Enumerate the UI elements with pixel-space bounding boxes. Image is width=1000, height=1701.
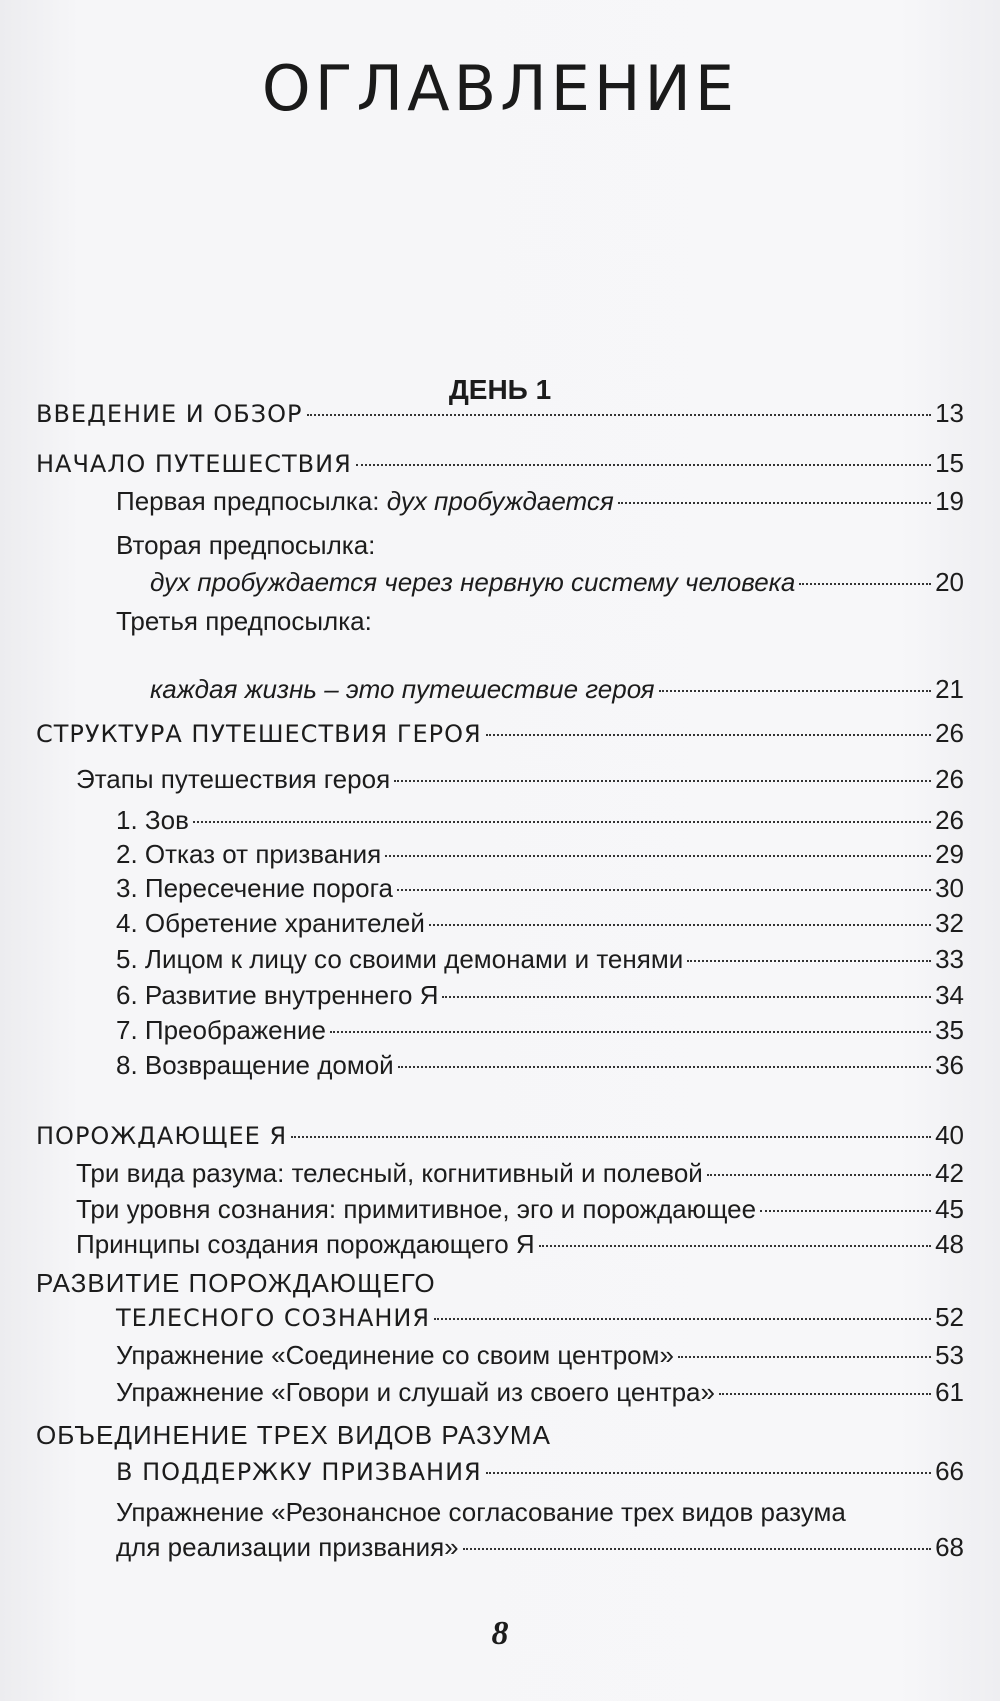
toc-entry-title: для реализации призвания» <box>116 1532 459 1562</box>
dot-leader <box>385 854 931 857</box>
toc-page-number: 29 <box>935 839 964 869</box>
toc-entry[interactable] <box>116 486 964 516</box>
toc-entry-title: Упражнение «Соединение со своим центром» <box>116 1340 674 1370</box>
toc-entry-title: Вторая предпосылка: <box>116 530 376 560</box>
toc-page-number: 42 <box>935 1158 964 1188</box>
page-number: 8 <box>491 1615 509 1652</box>
toc-entry-title <box>116 486 614 516</box>
toc-page-number: 52 <box>935 1302 964 1332</box>
page-title: ОГЛАВЛЕНИЕ <box>261 52 739 125</box>
toc-entry-title: дух пробуждается через нервную систему человека <box>150 567 796 597</box>
toc-entry[interactable] <box>36 1120 964 1151</box>
toc-page-number: 36 <box>935 1050 964 1080</box>
dot-leader <box>398 1065 931 1068</box>
toc-page-number: 66 <box>935 1456 964 1486</box>
dot-leader <box>193 820 931 823</box>
toc-entry-title: 1. Зов <box>116 805 189 835</box>
toc-page-number: 32 <box>935 908 964 938</box>
dot-leader <box>719 1392 931 1395</box>
dot-leader <box>799 582 931 585</box>
toc-page-number: 26 <box>935 718 964 748</box>
toc-entry-title: 5. Лицом к лицу со своими демонами и тенями <box>116 944 684 974</box>
toc-page-number: 26 <box>935 764 964 794</box>
toc-page-number: 33 <box>935 944 964 974</box>
toc-entry-title: Упражнение «Резонансное согласование трех видов разума <box>116 1497 846 1527</box>
toc-entry-title: ПОРОЖДАЮЩЕЕ Я <box>36 1122 288 1150</box>
dot-leader <box>659 689 932 692</box>
toc-entry-italic: дух пробуждается <box>386 486 614 516</box>
toc-page-number: 53 <box>935 1340 964 1370</box>
toc-entry[interactable] <box>116 908 964 938</box>
toc-entry[interactable] <box>36 398 964 429</box>
toc-entry[interactable] <box>116 1050 964 1080</box>
toc-entry-title: 8. Возвращение домой <box>116 1050 394 1080</box>
toc-entry-title: 3. Пересечение порога <box>116 873 393 903</box>
toc-entry[interactable] <box>116 1532 964 1562</box>
toc-entry-title: Три уровня сознания: примитивное, эго и порождающее <box>76 1194 757 1224</box>
dot-leader <box>486 733 931 736</box>
toc-entry[interactable] <box>116 805 964 835</box>
toc-entry-prefix: Первая предпосылка: <box>116 486 387 516</box>
toc-entry-title: 2. Отказ от призвания <box>116 839 382 869</box>
dot-leader <box>307 413 932 416</box>
toc-entry[interactable] <box>36 448 964 479</box>
toc-page-number: 61 <box>935 1377 964 1407</box>
dot-leader <box>760 1209 931 1212</box>
toc-page-number: 26 <box>935 805 964 835</box>
toc-entry[interactable] <box>116 1340 964 1370</box>
dot-leader <box>397 888 931 891</box>
toc-entry-title: ТЕЛЕСНОГО СОЗНАНИЯ <box>116 1304 431 1332</box>
toc-entry[interactable] <box>116 1302 964 1333</box>
toc-entry[interactable] <box>116 1015 964 1045</box>
dot-leader <box>539 1244 931 1247</box>
toc-entry-title: Упражнение «Говори и слушай из своего центра» <box>116 1377 715 1407</box>
toc-entry-title: каждая жизнь – это путешествие героя <box>150 674 655 704</box>
toc-entry[interactable] <box>150 674 964 704</box>
dot-leader <box>291 1135 931 1138</box>
day-heading: ДЕНЬ 1 <box>448 374 552 405</box>
toc-entry[interactable] <box>150 567 964 597</box>
toc-entry[interactable] <box>116 873 964 903</box>
dot-leader <box>442 995 931 998</box>
toc-entry-title: СТРУКТУРА ПУТЕШЕСТВИЯ ГЕРОЯ <box>36 720 482 748</box>
toc-entry[interactable] <box>116 839 964 869</box>
toc-entry-title: В ПОДДЕРЖКУ ПРИЗВАНИЯ <box>116 1458 482 1486</box>
toc-entry-title: РАЗВИТИЕ ПОРОЖДАЮЩЕГО <box>36 1268 436 1298</box>
dot-leader <box>394 779 931 782</box>
dot-leader <box>356 463 931 466</box>
toc-page-number: 45 <box>935 1194 964 1224</box>
dot-leader <box>463 1547 931 1550</box>
dot-leader <box>707 1173 931 1176</box>
toc-entry-title: 6. Развитие внутреннего Я <box>116 980 439 1010</box>
toc-entry[interactable] <box>116 1377 964 1407</box>
dot-leader <box>678 1355 931 1358</box>
toc-page-number: 19 <box>935 486 964 516</box>
toc-page-number: 68 <box>935 1532 964 1562</box>
toc-page-number: 48 <box>935 1229 964 1259</box>
toc-page-number: 35 <box>935 1015 964 1045</box>
toc-entry[interactable] <box>76 1229 964 1259</box>
dot-leader <box>429 923 931 926</box>
toc-entry-title: Три вида разума: телесный, когнитивный и полевой <box>76 1158 703 1188</box>
toc-entry[interactable] <box>116 1456 964 1487</box>
toc-page-number: 30 <box>935 873 964 903</box>
toc-entry-title: Третья предпосылка: <box>116 606 372 636</box>
toc-page-number: 34 <box>935 980 964 1010</box>
toc-entry[interactable] <box>76 764 964 794</box>
toc-page-number: 40 <box>935 1120 964 1150</box>
toc-entry-title: Принципы создания порождающего Я <box>76 1229 535 1259</box>
toc-entry-title: ОБЪЕДИНЕНИЕ ТРЕХ ВИДОВ РАЗУМА <box>36 1420 551 1450</box>
toc-page-number: 21 <box>935 674 964 704</box>
toc-page-number: 13 <box>935 398 964 428</box>
toc-page-number: 15 <box>935 448 964 478</box>
toc-entry[interactable] <box>76 1158 964 1188</box>
toc-page-number: 20 <box>935 567 964 597</box>
toc-entry-title: ВВЕДЕНИЕ И ОБЗОР <box>36 400 303 428</box>
dot-leader <box>687 959 931 962</box>
toc-entry-title: 4. Обретение хранителей <box>116 908 425 938</box>
dot-leader <box>434 1317 931 1320</box>
toc-entry-title: Этапы путешествия героя <box>76 764 391 794</box>
dot-leader <box>330 1030 931 1033</box>
toc-entry-title: НАЧАЛО ПУТЕШЕСТВИЯ <box>36 450 352 478</box>
toc-entry[interactable] <box>36 718 964 749</box>
toc-entry[interactable] <box>76 1194 964 1224</box>
dot-leader <box>618 501 931 504</box>
dot-leader <box>486 1471 931 1474</box>
toc-entry[interactable] <box>116 944 964 974</box>
toc-entry[interactable] <box>116 980 964 1010</box>
toc-entry-title: 7. Преображение <box>116 1015 326 1045</box>
